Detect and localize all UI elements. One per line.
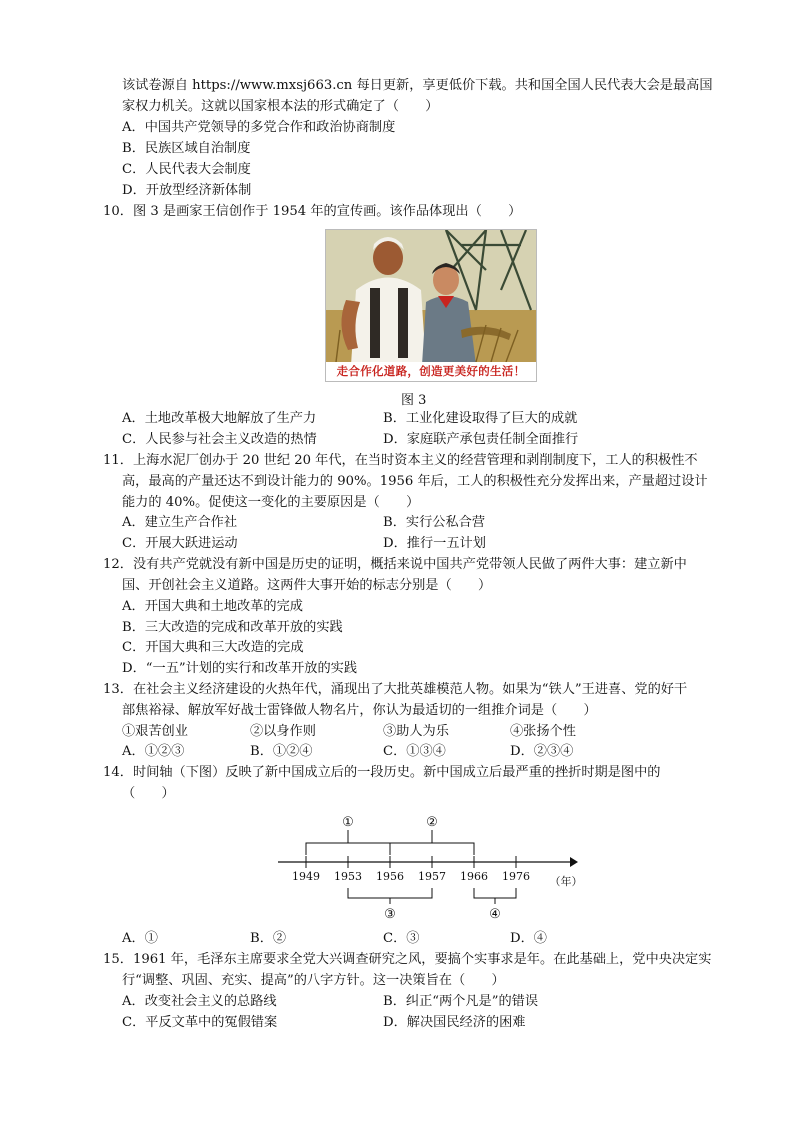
mark-1: ① bbox=[342, 815, 354, 830]
q10-option-d: D．家庭联产承包责任制全面推行 bbox=[383, 432, 579, 447]
q15-option-d: D．解决国民经济的困难 bbox=[383, 1015, 526, 1030]
q9-option-d: D．开放型经济新体制 bbox=[122, 183, 252, 198]
q12-stem-line2: 国、开创社会主义道路。这两件大事开始的标志分别是（ ） bbox=[122, 578, 492, 593]
q15-stem-line2: 行“调整、巩固、充实、提高”的八字方针。这一决策旨在（ ） bbox=[122, 973, 505, 988]
q11-stem-line3: 能力的 40%。促使这一变化的主要原因是（ ） bbox=[122, 495, 420, 510]
q15-option-a: A．改变社会主义的总路线 bbox=[122, 994, 277, 1009]
year-label-1966: 1966 bbox=[460, 870, 488, 883]
mark-2: ② bbox=[426, 815, 438, 830]
q11-option-c: C．开展大跃进运动 bbox=[122, 536, 238, 551]
q13-item-4: ④张扬个性 bbox=[510, 724, 576, 739]
q10-stem: 10．图 3 是画家王信创作于 1954 年的宣传画。该作品体现出（ ） bbox=[103, 204, 522, 219]
q14-stem-line1: 14．时间轴（下图）反映了新中国成立后的一段历史。新中国成立后最严重的挫折时期是图中的 bbox=[103, 765, 661, 780]
q11-option-d: D．推行一五计划 bbox=[383, 536, 486, 551]
q12-option-c: C．开国大典和三大改造的完成 bbox=[122, 640, 304, 655]
bracket-3 bbox=[348, 888, 432, 904]
q14-option-b: B．② bbox=[250, 931, 287, 946]
timeline-svg bbox=[270, 810, 600, 925]
q12-option-a: A．开国大典和土地改革的完成 bbox=[122, 599, 303, 614]
q14-option-a: A．① bbox=[122, 931, 158, 946]
q12-option-b: B．三大改造的完成和改革开放的实践 bbox=[122, 620, 343, 635]
q9-option-a: A．中国共产党领导的多党合作和政治协商制度 bbox=[122, 120, 396, 135]
q9-option-b: B．民族区域自治制度 bbox=[122, 141, 251, 156]
year-label-1956: 1956 bbox=[376, 870, 404, 883]
q13-option-d: D．②③④ bbox=[510, 744, 574, 759]
poster-illustration bbox=[326, 230, 536, 381]
timeline-diagram bbox=[270, 810, 600, 929]
q13-item-1: ①艰苦创业 bbox=[122, 724, 188, 739]
year-label-1957: 1957 bbox=[418, 870, 446, 883]
q10-option-a: A．土地改革极大地解放了生产力 bbox=[122, 411, 317, 426]
year-label-1949: 1949 bbox=[292, 870, 320, 883]
q15-option-b: B．纠正“两个凡是”的错误 bbox=[383, 994, 539, 1009]
q13-item-3: ③助人为乐 bbox=[383, 724, 449, 739]
q11-stem-line2: 高，最高的产量还达不到设计能力的 90%。1956 年后，工人的积极性充分发挥出来，产量超过设计 bbox=[122, 474, 708, 489]
q14-option-d: D．④ bbox=[510, 931, 547, 946]
q10-option-c: C．人民参与社会主义改造的热情 bbox=[122, 432, 317, 447]
bracket-2 bbox=[390, 830, 474, 855]
q12-option-d: D．“一五”计划的实行和改革开放的实践 bbox=[122, 661, 358, 676]
q13-item-2: ②以身作则 bbox=[250, 724, 316, 739]
q11-option-a: A．建立生产合作社 bbox=[122, 515, 238, 530]
q9-stem-line1: 该试卷源自 https://www.mxsj663.cn 每日更新，享更低价下载。共和国全国人民代表大会是最高国 bbox=[122, 78, 713, 93]
poster-slogan: 走合作化道路，创造更美好的生活！ bbox=[326, 362, 536, 381]
bracket-1 bbox=[306, 830, 390, 855]
q13-stem-line2: 部焦裕禄、解放军好战士雷锋做人物名片，你认为最适切的一组推介词是（ ） bbox=[122, 703, 597, 718]
q15-option-c: C．平反文革中的冤假错案 bbox=[122, 1015, 278, 1030]
q15-stem-line1: 15．1961 年，毛泽东主席要求全党大兴调查研究之风，要搞个实事求是年。在此基础上，党中央决定实 bbox=[103, 952, 712, 967]
q13-option-b: B．①②④ bbox=[250, 744, 313, 759]
figure-caption: 图 3 bbox=[401, 393, 427, 408]
q14-option-c: C．③ bbox=[383, 931, 420, 946]
timeline-unit: （年） bbox=[549, 875, 583, 888]
propaganda-poster-image bbox=[325, 229, 537, 382]
q13-stem-line1: 13．在社会主义经济建设的火热年代，涌现出了大批英雄模范人物。如果为“铁人”王进喜、党的好干 bbox=[103, 682, 688, 697]
year-label-1953: 1953 bbox=[334, 870, 362, 883]
mark-4: ④ bbox=[489, 907, 501, 922]
q9-option-c: C．人民代表大会制度 bbox=[122, 162, 251, 177]
year-label-1976: 1976 bbox=[502, 870, 530, 883]
q13-option-c: C．①③④ bbox=[383, 744, 446, 759]
q10-option-b: B．工业化建设取得了巨大的成就 bbox=[383, 411, 578, 426]
q9-stem-line2: 家权力机关。这就以国家根本法的形式确定了（ ） bbox=[122, 99, 439, 114]
q13-option-a: A．①②③ bbox=[122, 744, 185, 759]
bracket-4 bbox=[474, 888, 516, 904]
timeline-arrow-icon bbox=[570, 857, 578, 867]
mark-3: ③ bbox=[384, 907, 396, 922]
q11-option-b: B．实行公私合营 bbox=[383, 515, 486, 530]
q12-stem-line1: 12．没有共产党就没有新中国是历史的证明，概括来说中国共产党带领人民做了两件大事：建立新中 bbox=[103, 557, 687, 572]
q11-stem-line1: 11．上海水泥厂创办于 20 世纪 20 年代，在当时资本主义的经营管理和剥削制度下，工人的积极性不 bbox=[103, 453, 698, 468]
q14-stem-line2: （ ） bbox=[122, 786, 175, 801]
